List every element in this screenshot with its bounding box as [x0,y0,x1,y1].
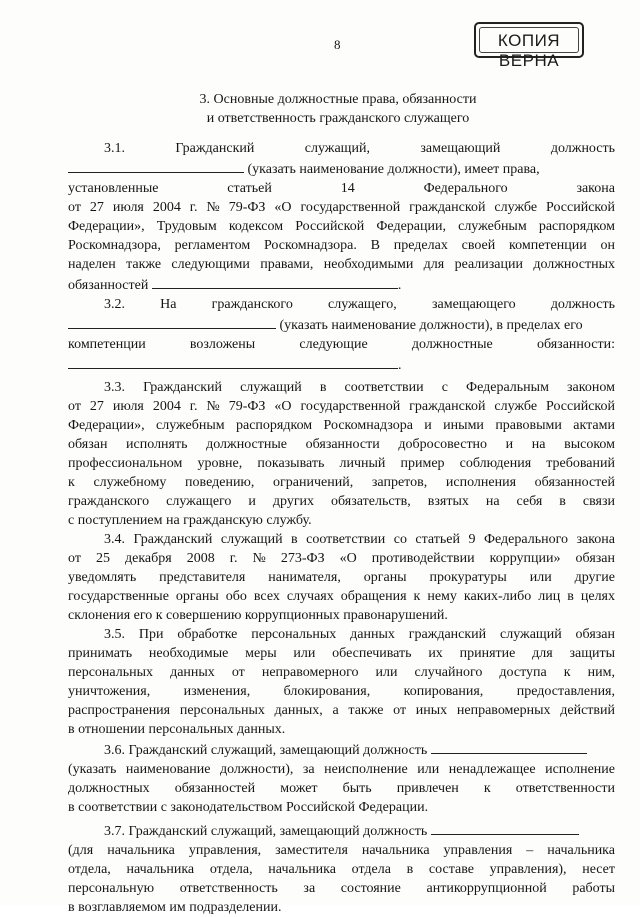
paragraph-3-4-line: от 25 декабря 2008 г. № 273-ФЗ «О противодействии коррупции» обязан [68,551,615,566]
paragraph-3-2-line: (указать наименование должности), в пределах его [68,314,615,335]
paragraph-3-6-line: (указать наименование должности), за неисполнение или ненадлежащее исполнение [68,762,615,777]
paragraph-3-6-line: должностных обязанностей может быть привлечен к ответственности [68,781,615,796]
blank-duties-field [68,354,398,369]
blank-position-field [431,739,587,754]
paragraph-3-4-line: 3.4. Гражданский служащий в соответствии со статьей 9 Федерального закона [104,532,615,547]
paragraph-3-2 [68,295,615,375]
blank-position-field [431,820,579,835]
paragraph-3-3-line: гражданского служащего и других обязательств, взятых на себя в связи [68,494,615,509]
paragraph-3-3-line: 3.3. Гражданский служащий в соответствии с Федеральным законом [104,380,615,395]
paragraph-3-1 [68,139,615,295]
paragraph-3-3-line: профессиональном уровне, показывать личный пример соблюдения требований [68,456,615,471]
paragraph-3-4-line: склонения его к совершению коррупционных правонарушений. [68,608,448,623]
paragraph-3-2-line: . [68,354,615,375]
paragraph-3-4 [68,530,615,625]
copy-certified-stamp [474,22,584,70]
stamp-text: КОПИЯ ВЕРНА [497,31,561,70]
paragraph-3-5 [68,625,615,739]
paragraph-3-1-line: Федерации», Трудовым кодексом Российской Федерации, служебным распорядком [68,219,615,234]
paragraph-3-2-line: 3.2. На гражданского служащего, замещающего должность [104,297,615,312]
paragraph-3-7 [68,820,615,917]
paragraph-3-1-line: наделен также следующими правами, необходимыми для реализации должностных [68,257,615,272]
paragraph-3-7-line: 3.7. Гражданский служащий, замещающий должность [68,820,615,841]
paragraph-3-7-line: (для начальника управления, заместителя начальника управления – начальника [68,843,615,858]
paragraph-3-7-line: отдела, начальника отдела, начальника отдела в составе управления), несет [68,862,615,877]
paragraph-3-1-line: (указать наименование должности), имеет права, [68,158,615,179]
paragraph-3-6-line: в соответствии с законодательством Российской Федерации. [68,800,429,815]
paragraph-3-7-line: персональную ответственность за состояние антикоррупционной работы [68,881,615,896]
paragraph-3-1-line: обязанностей . [68,274,615,295]
paragraph-3-5-line: распространения персональных данных, а также от иных неправомерных действий [68,703,615,718]
page-number: 8 [334,37,341,52]
paragraph-3-4-line: уведомлять представителя нанимателя, органы прокуратуры или другие [68,570,615,585]
section-heading-line-2: и ответственность гражданского служащего [206,111,470,126]
paragraph-3-6-line: 3.6. Гражданский служащий, замещающий должность [68,739,615,760]
paragraph-3-1-line: от 27 июля 2004 г. № 79-ФЗ «О государственной гражданской службе Российской [68,200,615,215]
paragraph-3-5-line: персональных данных от неправомерного или случайного доступа к ним, [68,665,615,680]
paragraph-3-1-line: 3.1. Гражданский служащий, замещающий должность [104,141,615,156]
blank-position-field [68,314,276,329]
paragraph-3-3-line: к служебному поведению, ограничений, запретов, исполнения обязанностей [68,475,615,490]
blank-rights-field [152,274,398,289]
paragraph-3-1-line: установленные статьей 14 Федерального закона [68,181,615,196]
paragraph-3-1-line: Роскомнадзора, регламентом Роскомнадзора. В пределах своей компетенции он [68,238,615,253]
paragraph-3-6 [68,739,615,817]
paragraph-3-3-line: обязан исполнять должностные обязанности добросовестно и на высоком [68,437,615,452]
paragraph-3-3-line: с поступлением на гражданскую службу. [68,513,312,528]
paragraph-3-3 [68,378,615,530]
paragraph-3-7-line: в возглавляемом им подразделении. [68,900,282,915]
document-body [68,139,615,917]
paragraph-3-3-line: от 27 июля 2004 г. № 79-ФЗ «О государственной гражданской службе Российской [68,399,615,414]
paragraph-3-5-line: уничтожения, изменения, блокирования, копирования, предоставления, [68,684,615,699]
paragraph-3-5-line: в отношении персональных данных. [68,722,286,737]
paragraph-3-5-line: 3.5. При обработке персональных данных гражданский служащий обязан [104,627,615,642]
paragraph-3-3-line: Федерации», служебным распорядком Роскомнадзора и иными правовыми актами [68,418,615,433]
section-heading-line-1: 3. Основные должностные права, обязанности [199,92,477,107]
paragraph-3-4-line: государственные органы обо всех случаях обращения к нему каких-либо лиц в целях [68,589,615,604]
paragraph-3-5-line: принимать необходимые меры или обеспечивать их принятие для защиты [68,646,615,661]
paragraph-3-2-line: компетенции возложены следующие должностные обязанности: [68,337,615,352]
blank-position-field [68,158,244,173]
